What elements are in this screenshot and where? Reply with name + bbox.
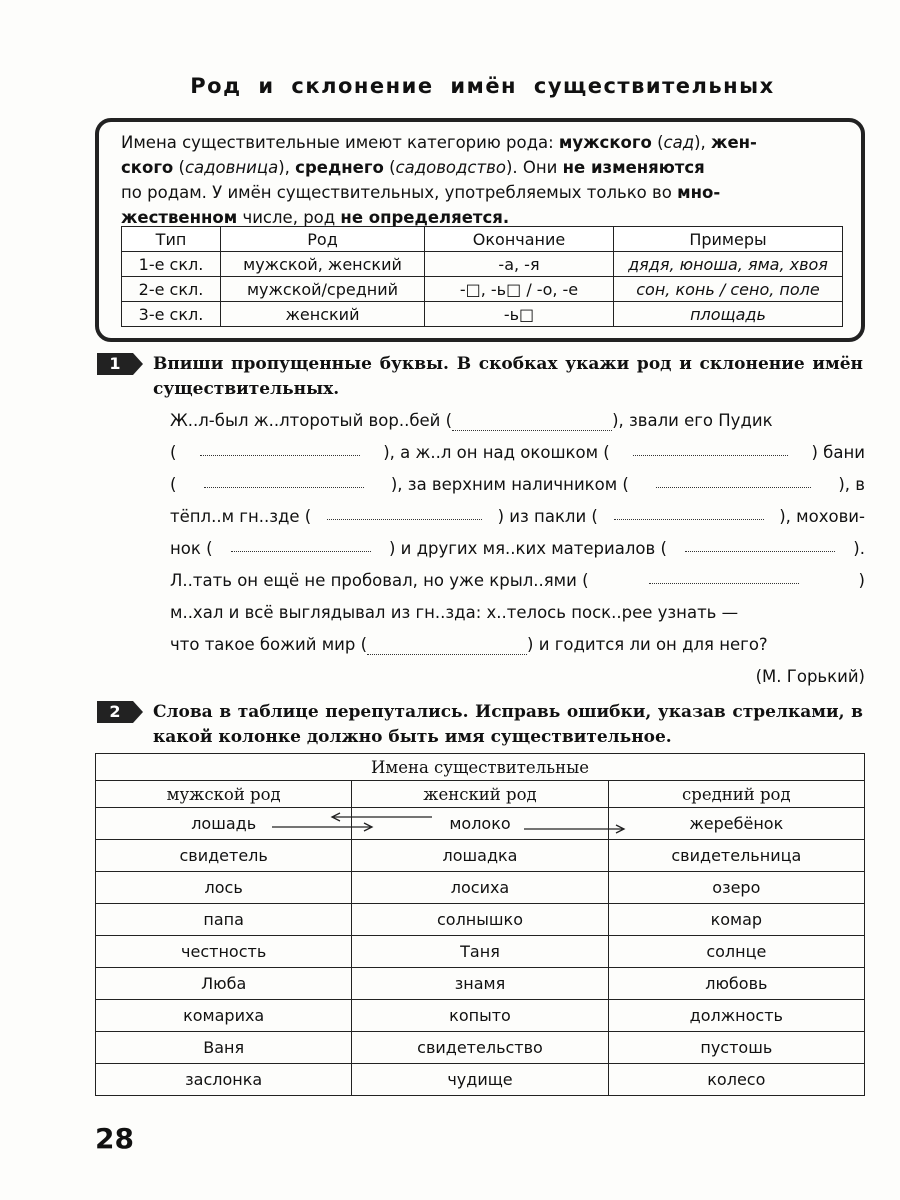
table-cell[interactable]: лосиха	[352, 872, 608, 904]
page-number: 28	[95, 1122, 134, 1155]
rule-italic: сад	[663, 133, 695, 152]
rule-text-part: ). Они	[505, 158, 563, 177]
author-name: (М. Горький)	[755, 667, 865, 686]
table-cell[interactable]: Ваня	[96, 1032, 352, 1064]
table-cell[interactable]: заслонка	[96, 1064, 352, 1096]
story-fragment: нок (	[170, 539, 213, 558]
table-cell[interactable]: озеро	[608, 872, 864, 904]
table-cell: 2-е скл.	[122, 277, 221, 302]
rule-bold: не изменяются	[562, 158, 705, 177]
table-header: женский род	[352, 781, 608, 808]
table-cell: 3-е скл.	[122, 302, 221, 327]
table-header: Тип	[122, 227, 221, 252]
table-title: Имена существительные	[96, 754, 865, 781]
rule-text-part: числе, род	[237, 208, 341, 227]
story-fragment: )	[858, 571, 865, 590]
table-cell[interactable]: свидетельница	[608, 840, 864, 872]
table-cell[interactable]: комариха	[96, 1000, 352, 1032]
rule-text-part: по родам. У имён существительных, употребляемых только во	[121, 183, 678, 202]
rule-bold: не определяется.	[340, 208, 510, 227]
rule-text-part: (	[651, 133, 664, 152]
rule-italic: садоводство	[395, 158, 506, 177]
exercise-number-badge: 1	[97, 353, 133, 375]
story-fragment: ), мохови-	[779, 507, 865, 526]
exercise-task: Слова в таблице перепутались. Исправь ошибки, указав стрелками, в какой колонке должно быть имя существительное.	[153, 702, 863, 747]
table-cell[interactable]: молоко	[352, 808, 608, 840]
table-cell: сон, конь / сено, поле	[614, 277, 843, 302]
story-fragment: (	[170, 443, 177, 462]
table-cell[interactable]: Люба	[96, 968, 352, 1000]
rule-text-part: Имена существительные имеют категорию рода:	[121, 133, 559, 152]
table-header: средний род	[608, 781, 864, 808]
rule-bold: мно-	[677, 183, 721, 202]
table-cell: -□, -ь□ / -о, -е	[425, 277, 614, 302]
table-header: Примеры	[614, 227, 843, 252]
table-cell: женский	[221, 302, 425, 327]
story-fragment: Ж..л-был ж..лторотый вор..бей (	[170, 411, 453, 430]
rule-bold: жен-	[711, 133, 757, 152]
table-cell[interactable]: честность	[96, 936, 352, 968]
table-cell[interactable]: колесо	[608, 1064, 864, 1096]
table-cell[interactable]: свидетельство	[352, 1032, 608, 1064]
story-fragment: Л..тать он ещё не пробовал, но уже крыл..ями (	[170, 571, 589, 590]
table-cell: площадь	[614, 302, 843, 327]
table-cell[interactable]: копыто	[352, 1000, 608, 1032]
page-title: Род и склонение имён существительных	[190, 74, 775, 98]
story-fragment: ), в	[838, 475, 865, 494]
table-cell[interactable]: папа	[96, 904, 352, 936]
table-cell[interactable]: жеребёнок	[608, 808, 864, 840]
table-cell: -а, -я	[425, 252, 614, 277]
table-cell[interactable]: пустошь	[608, 1032, 864, 1064]
table-cell[interactable]: солнышко	[352, 904, 608, 936]
story-fragment: ) и других мя..ких материалов (	[388, 539, 667, 558]
table-cell[interactable]: лошадь	[96, 808, 352, 840]
rule-bold: среднего	[295, 158, 384, 177]
exercise-task: Впиши пропущенные буквы. В скобках укажи род и склонение имён существительных.	[153, 354, 863, 399]
story-fragment: ) из пакли (	[497, 507, 598, 526]
exercise-number-badge: 2	[97, 701, 133, 723]
rule-text-part: ),	[278, 158, 296, 177]
story-fragment: м..хал и всё выглядывал из гн..зда: х..телось поск..рее узнать —	[170, 603, 739, 622]
table-header: Окончание	[425, 227, 614, 252]
table-cell[interactable]: лошадка	[352, 840, 608, 872]
table-cell: мужской/средний	[221, 277, 425, 302]
rule-bold: мужского	[558, 133, 652, 152]
table-cell[interactable]: должность	[608, 1000, 864, 1032]
story-fragment: тёпл..м гн..зде (	[170, 507, 312, 526]
rule-italic: садовница	[184, 158, 279, 177]
table-cell[interactable]: любовь	[608, 968, 864, 1000]
table-cell: 1-е скл.	[122, 252, 221, 277]
table-cell: мужской, женский	[221, 252, 425, 277]
table-header: мужской род	[96, 781, 352, 808]
table-cell[interactable]: Таня	[352, 936, 608, 968]
rule-text-part: ),	[694, 133, 712, 152]
story-fragment: ), звали его Пудик	[612, 411, 773, 430]
table-cell: дядя, юноша, яма, хвоя	[614, 252, 843, 277]
rule-text-part: (	[383, 158, 396, 177]
rule-bold: жественном	[121, 208, 238, 227]
table-cell: -ь□	[425, 302, 614, 327]
rule-text-part: (	[173, 158, 185, 177]
table-cell[interactable]: чудище	[352, 1064, 608, 1096]
story-fragment: (	[170, 475, 177, 494]
table-cell[interactable]: свидетель	[96, 840, 352, 872]
story-fragment: что такое божий мир (	[170, 635, 368, 654]
table-header: Род	[221, 227, 425, 252]
story-fragment: ).	[853, 539, 865, 558]
story-fragment: ), за верхним наличником (	[390, 475, 629, 494]
table-cell[interactable]: лось	[96, 872, 352, 904]
table-cell[interactable]: комар	[608, 904, 864, 936]
story-fragment: ), а ж..л он над окошком (	[383, 443, 610, 462]
story-fragment: ) и годится ли он для него?	[527, 635, 768, 654]
story-fragment: ) бани	[811, 443, 865, 462]
table-cell[interactable]: солнце	[608, 936, 864, 968]
table-cell[interactable]: знамя	[352, 968, 608, 1000]
rule-bold: ского	[121, 158, 174, 177]
